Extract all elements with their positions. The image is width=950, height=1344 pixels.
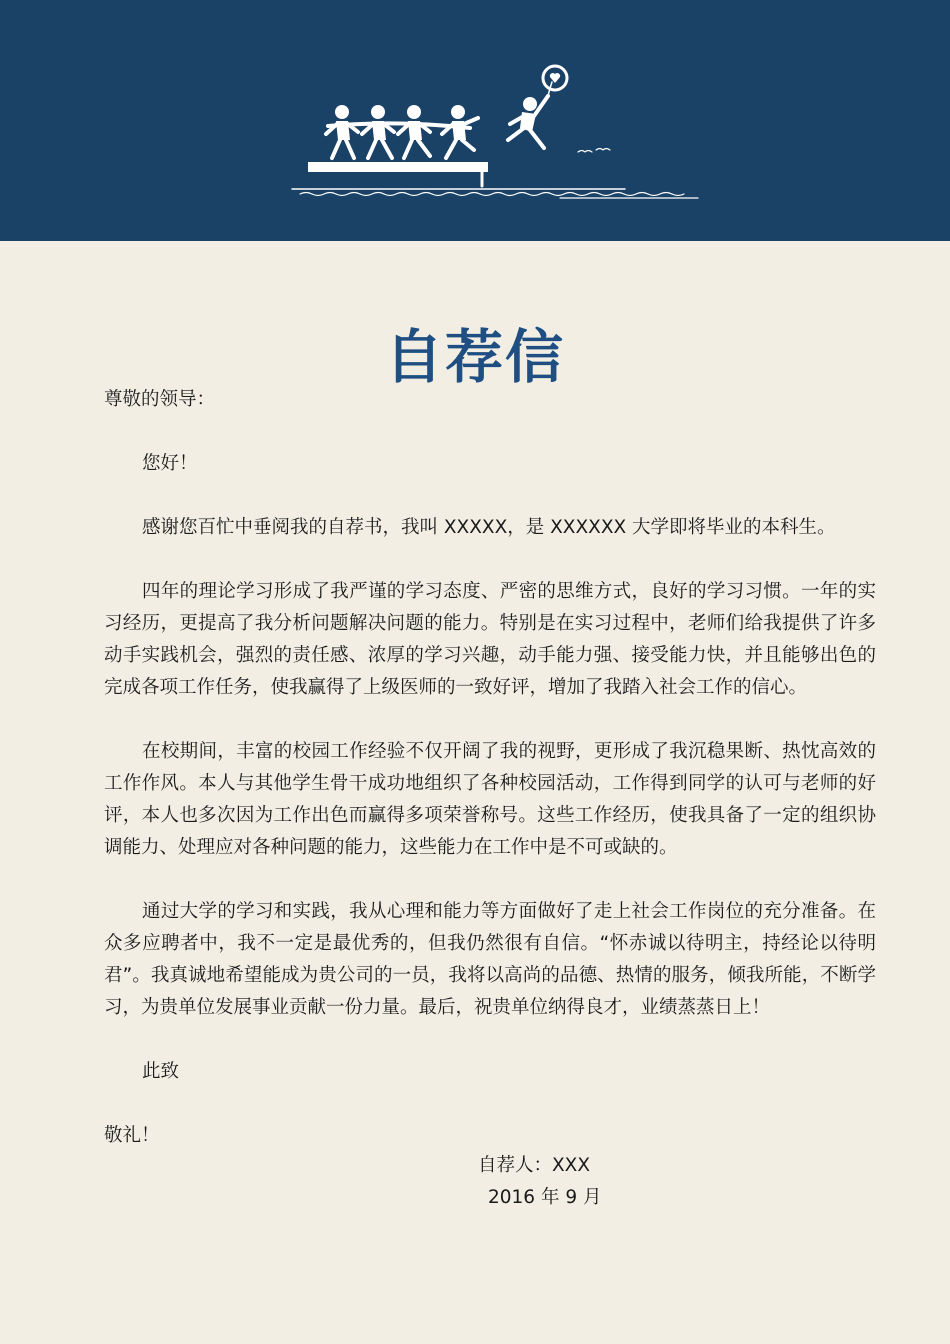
signature-date: 2016 年 9 月 [488,1187,602,1208]
running-team-heart-icon [0,0,950,241]
paragraph-study: 四年的理论学习形成了我严谨的学习态度、严密的思维方式，良好的学习习惯。一年的实习经历，更提高了我分析问题解决问题的能力。特别是在实习过程中，老师们给我提供了许多动手实践机会，强烈的责任感、浓厚的学习兴趣，动手能力强、接受能力快，并且能够出色的完成各项工作任务，使我赢得了上级医师的一致好评，增加了我踏入社会工作的信心。 [104,581,876,698]
closing-zhi: 此致 [142,1061,180,1082]
closing-li: 敬礼！ [104,1125,160,1146]
paragraph-campus: 在校期间，丰富的校园工作经验不仅开阔了我的视野，更形成了我沉稳果断、热忱高效的工作作风。本人与其他学生骨干成功地组织了各种校园活动，工作得到同学的认可与老师的好评，本人也多次因为工作出色而赢得多项荣誉称号。这些工作经历，使我具备了一定的组织协调能力、处理应对各种问题的能力，这些能力在工作中是不可或缺的。 [104,741,876,858]
paragraph-conclusion: 通过大学的学习和实践，我从心理和能力等方面做好了走上社会工作岗位的充分准备。在众多应聘者中，我不一定是最优秀的，但我仍然很有自信。“怀赤诚以待明主，持经论以待明君”。我真诚地希望能成为贵公司的一员，我将以高尚的品德、热情的服务，倾我所能，不断学习，为贵单位发展事业贡献一份力量。最后，祝贵单位纳得良才，业绩蒸蒸日上！ [104,901,876,1018]
page-title: 自荐信 [384,322,565,391]
signature-name: 自荐人：XXX [478,1155,591,1176]
greeting: 您好！ [142,453,198,474]
header-banner [0,0,950,241]
paragraph-intro: 感谢您百忙中垂阅我的自荐书，我叫 XXXXX，是 XXXXXX 大学即将毕业的本科生。 [142,517,836,538]
salutation: 尊敬的领导： [104,389,216,410]
letter-body [104,384,876,1152]
signature-block [478,1150,602,1214]
